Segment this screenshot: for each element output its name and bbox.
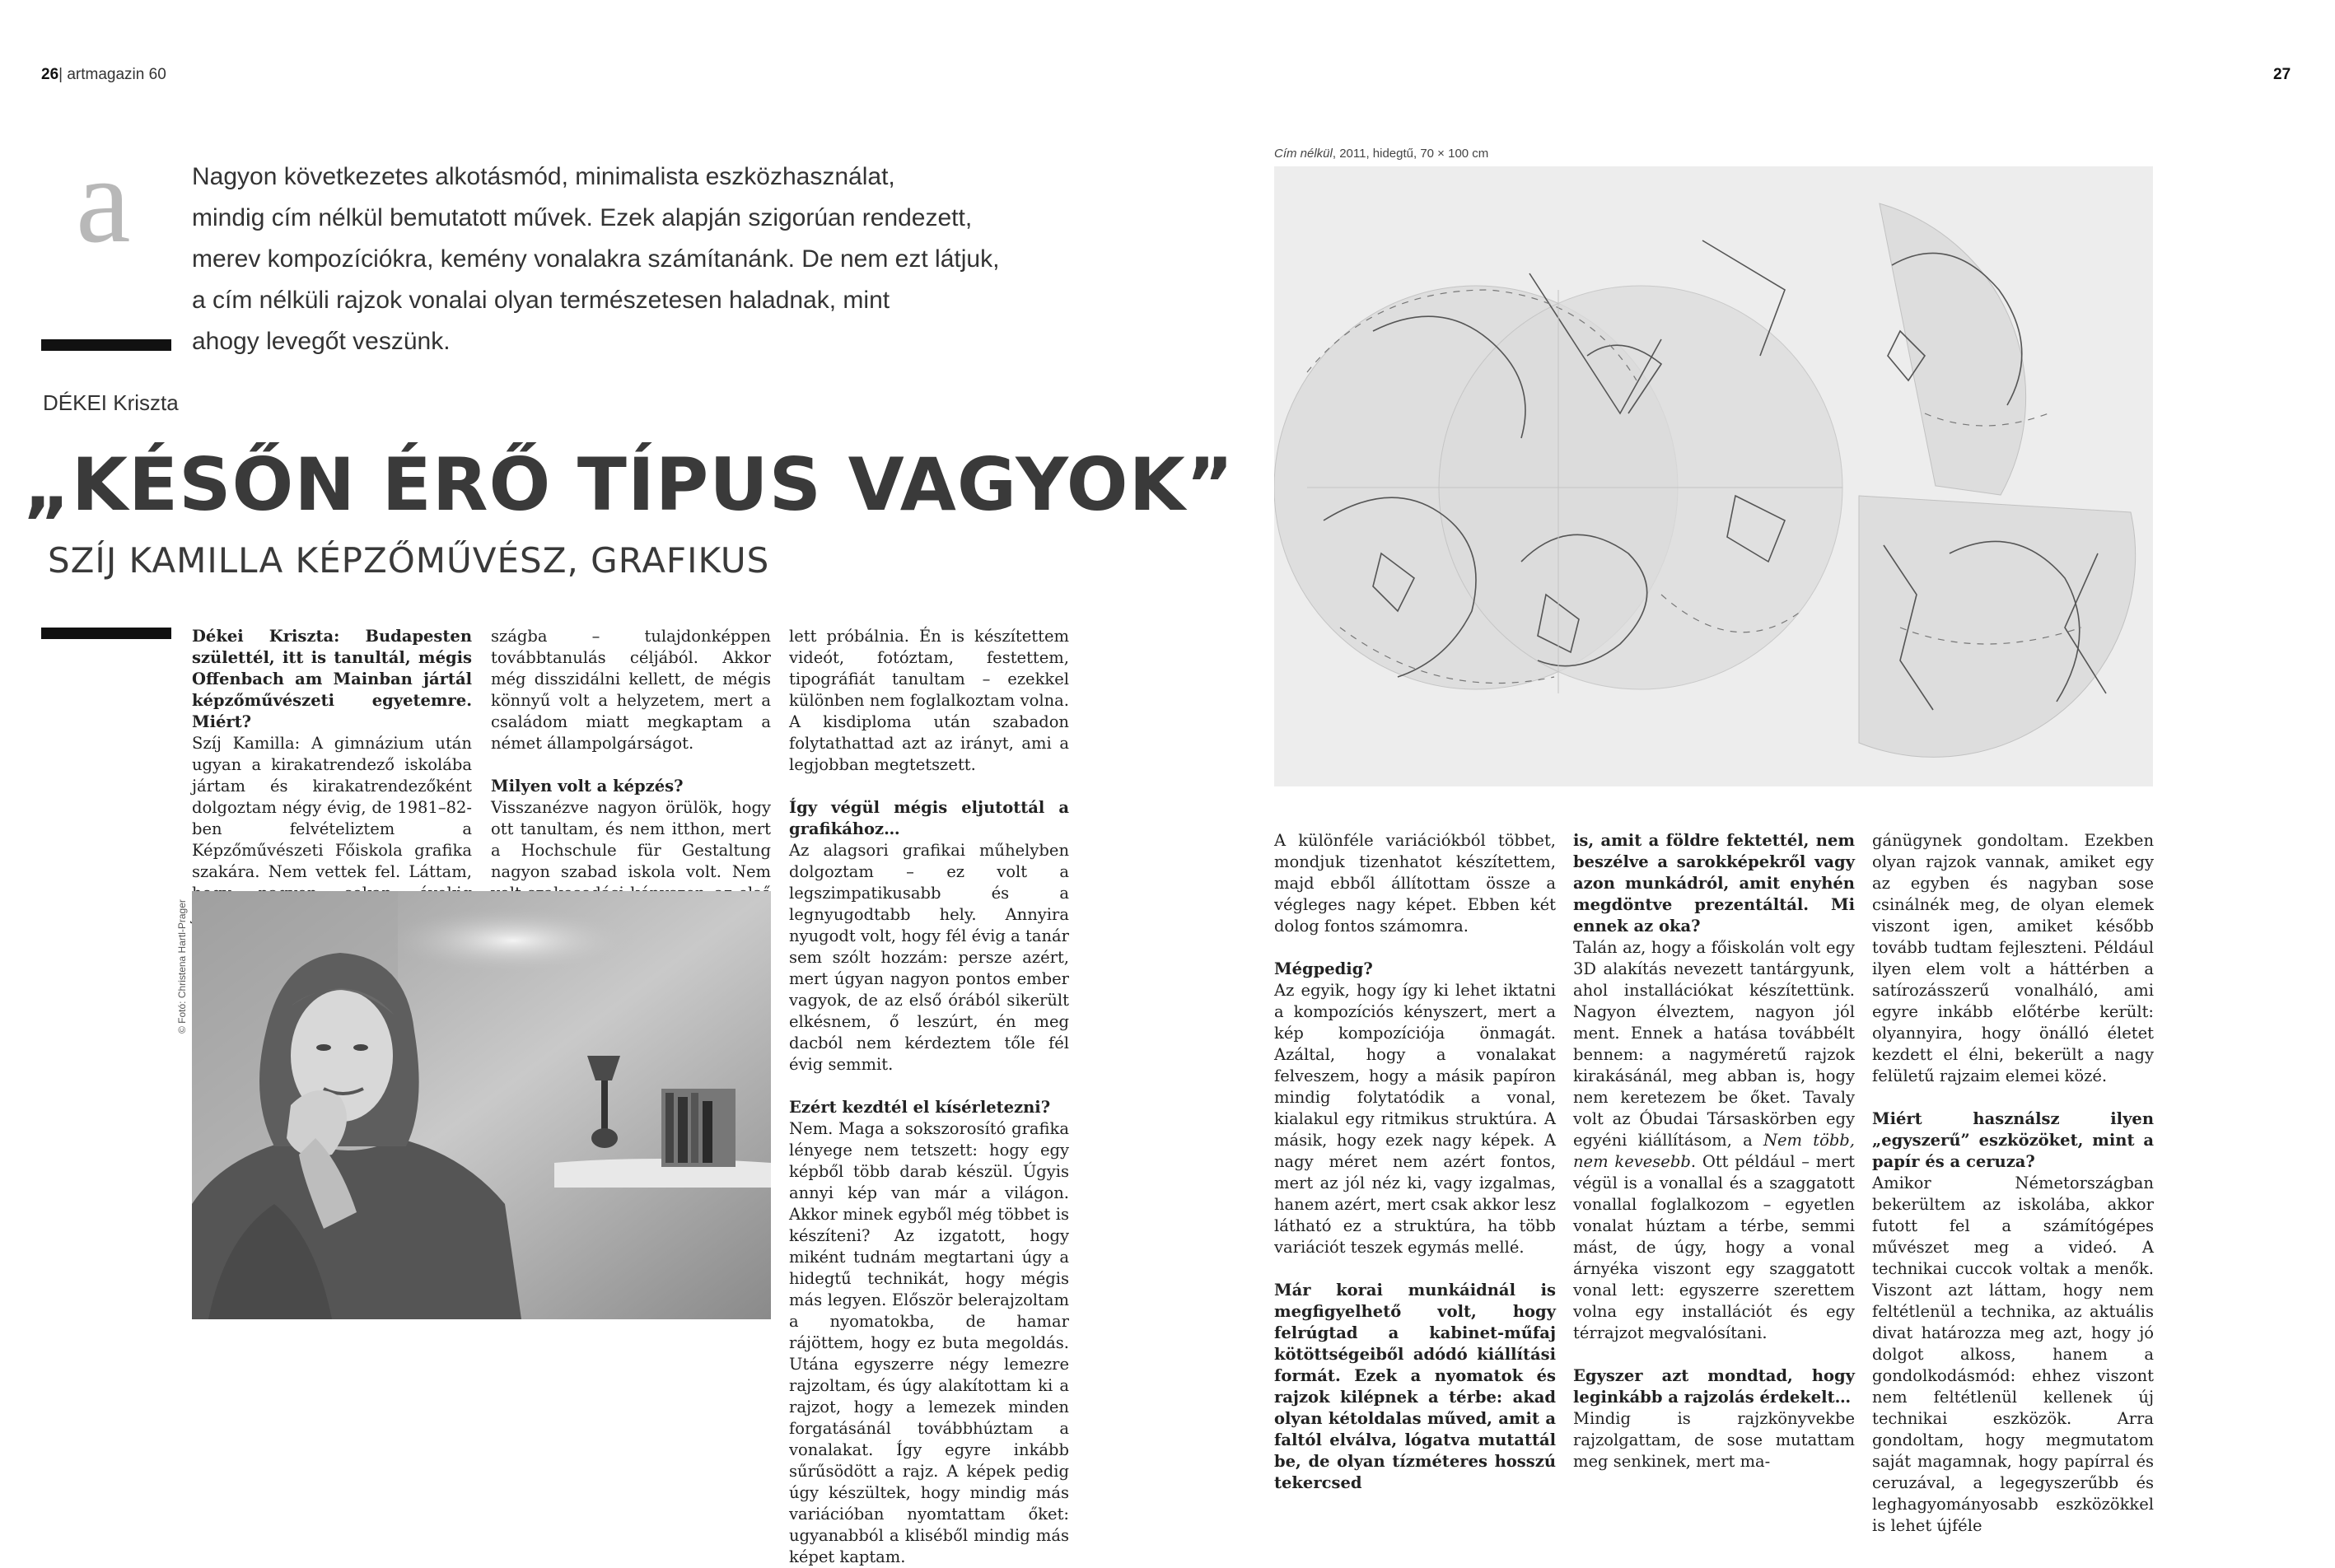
text-column-3	[789, 626, 1069, 1568]
author-name: DÉKEI Kriszta	[43, 390, 179, 415]
interview-answer: Szíj Kamilla: A gimnázium után ugyan a kirakatrendező iskolába jártam és kirakatrendezőként dolgoztam négy évig, de 1981–82-ben felvételiztem a Képzőművészeti Főiskola grafika szakára. Nem vettek fel. Láttam,	[192, 734, 472, 881]
interview-question: Ezért kezdtél el kísérletezni?	[789, 1098, 1051, 1117]
lead-line: merev kompozíciókra, kemény vonalakra számítanánk. De nem ezt látjuk,	[192, 245, 1000, 273]
exhibition-title: Nem több, nem kevesebb	[1573, 1131, 1855, 1171]
interview-answer: A különféle variációkból többet, mondjuk tizenhatot készítettem, majd ebből állítottam össze a végleges nagy képet. Ebben két dolog fontos számomra.	[1274, 831, 1556, 936]
text-column-4	[1274, 830, 1556, 1494]
artwork-drawing	[1274, 166, 2153, 786]
subheadline: SZÍJ KAMILLA KÉPZŐMŰVÉSZ, GRAFIKUS	[48, 540, 770, 581]
lead-line: mindig cím nélkül bemutatott művek. Ezek alapján szigorúan rendezett,	[192, 204, 973, 231]
interview-question: Milyen volt a képzés?	[491, 777, 684, 796]
answer-text: Talán az, hogy a főiskolán volt egy 3D alakítás nevezett tantárgyunk, ahol installációkat készítettünk. Nagyon élveztem, nagyon jól ment. Ennek a hatása továbbélt bennem: a nagyméretű rajzok kirakásánál, meg abban is, hogy nem keretezem be őket. Tavaly volt az Óbudai Társaskörben egy egyéni kiállításom, a	[1573, 938, 1855, 1150]
lead-line: ahogy levegőt veszünk.	[192, 328, 451, 355]
artwork-caption	[1274, 147, 1488, 161]
interview-answer: Mindig is rajzkönyvekbe rajzolgattam, de sose mutattam meg senkinek, mert ma-	[1573, 1409, 1855, 1471]
interview-question: Egyszer azt mondtad, hogy leginkább a rajzolás érdekelt…	[1573, 1366, 1855, 1407]
lead-line: a cím nélküli rajzok vonalai olyan természetesen haladnak, mint	[192, 287, 890, 314]
interview-answer: lett próbálnia. Én is készítettem videót, fotóztam, festettem, tipográfiát tanultam – ezekkel különben nem foglalkoztam volna. A kisdiploma után szabadon folytathattad azt az irányt, ami a legjobban megtetszett.	[789, 627, 1069, 774]
right-folio	[2273, 66, 2291, 84]
artwork-title: Cím nélkül	[1274, 147, 1333, 161]
text-column-6	[1872, 830, 2154, 1537]
interview-question: Így végül mégis eljutottál a grafikához…	[789, 798, 1069, 838]
text-column-5	[1573, 830, 1855, 1472]
portrait-photo-image	[192, 891, 771, 1319]
interview-question: Dékei Kriszta: Budapesten születtél, itt is tanultál, mégis Offenbach am Mainban jártál képzőművészeti egyetemre. Miért?	[192, 627, 472, 731]
lead-line: Nagyon következetes alkotásmód, minimalista eszközhasználat,	[192, 163, 895, 190]
interview-answer: Az alagsori grafikai műhelyben dolgoztam – ez volt a legszimpatikusabb és a legnyugodtabb hely. Annyira nyugodt volt, hogy fél évig a tanár sem szólt hozzám: persze azért, mert úgyan nagyon pontos ember vagyok, de az első órából sikerült elkésnem, ő leszúrt, én meg dacból nem kérdeztem tőle fél évig semmit.	[789, 841, 1069, 1074]
lead-divider-bar	[41, 339, 171, 351]
interview-question: Miért használsz ilyen „egyszerű” eszközöket, mint a papír és a ceruza?	[1872, 1109, 2154, 1171]
interview-question: Már korai munkáidnál is megfigyelhető volt, hogy felrúgtad a kabinet-műfaj kötöttségeiből adódó kiállítási formát. Ezek a nyomatok és rajzok kilépnek a térbe: akad olyan kétoldalas műved, amit a faltól elválva, lógatva mutattál be, de olyan tízméteres hosszú tekercsed	[1274, 1281, 1556, 1492]
interview-answer: gánügynek gondoltam. Ezekben olyan rajzok vannak, amiket egy az egyben és nagyban sose csinálnék meg, de olyan elemek viszont igen, amiket később tovább tudtam fejleszteni. Például ilyen elem volt a háttérben a satírozásszerű vonalháló, ami egyre inkább előtérbe került: olyannyira, hogy önálló életet kezdett el élni, bekerült a nagy felületű rajzaim elemei közé.	[1872, 831, 2154, 1085]
drop-cap: a	[76, 132, 131, 268]
portrait-photo	[192, 891, 771, 1319]
interview-answer	[1573, 937, 1855, 1344]
interview-answer: szágba – tulajdonképpen továbbtanulás céljából. Akkor még disszidálni kellett, de mégis könnyű volt a helyzetem, mert a családom miatt megkaptam a német állampolgárságot.	[491, 627, 771, 753]
left-folio	[41, 66, 166, 84]
interview-question: Mégpedig?	[1274, 959, 1373, 978]
interview-answer: Visszanézve nagyon örülök, hogy ott tanultam, és nem itthon, mert a Hochschule für Gestaltung nagyon szabad iskola volt. Nem	[491, 798, 771, 881]
magazine-name: | artmagazin 60	[58, 66, 166, 83]
right-page-number: 27	[2273, 66, 2291, 83]
lead-paragraph	[192, 156, 1000, 362]
interview-answer: Nem. Maga a sokszorosító grafika lényege nem tetszett: hogy egy képből több darab készül. Úgyis annyi kép van már a világon. Akkor minek egyből még többet is készíteni? Az izgatott, hogy miként tudnám megtartani úgy a hidegtű technikát, hogy mégis más legyen. Először belerajzoltam a nyomatokba, de hamar rájöttem, hogy ez buta megoldás. Utána egyszerre négy lemezre rajzoltam, és úgy alakítottam ki a rajzot, hogy a lemezek minden forgatásánál továbbhúztam a vonalakat. Így egyre inkább sűrűsödött a rajz. A képek pedig úgy készültek, hogy mindig más variációban nyomtattam őket: ugyanabból a kliséből mindig más képet kaptam.	[789, 1119, 1069, 1566]
body-divider-bar	[41, 628, 171, 639]
interview-answer: Amikor Németországban bekerültem az iskolába, akkor futott fel a számítógépes művészet meg a videó. A technikai cuccok voltak a menők. Viszont azt láttam, hogy nem feltétlenül a technika, az aktuális divat határozza meg azt, hogy jó dolgot alkoss, hanem a gondolkodásmód: ehhez viszont nem feltétlenül kellenek új technikai eszközök. Arra gondoltam, hogy megmutatom saját magamnak, hogy papírral és ceruzával, a legegyszerűbb és leghagyományosabb eszközökkel is lehet újféle	[1872, 1174, 2154, 1535]
answer-text: . Ott például – mert végül is a vonallal és a szaggatott vonallal foglalkozom – egyetlen vonalat húztam a térbe, semmi mást, de úgy, hogy a vonal árnyéka viszont egy szaggatott vonal lett: egyszerre szerettem volna egy installációt és egy térrajzot megvalósítani.	[1573, 1152, 1855, 1342]
interview-answer: Az egyik, hogy így ki lehet iktatni a kompozíciós kényszert, mert a kép kompozíciója önmagát. Azáltal, hogy a vonalakat felveszem, hogy a másik papíron mindig folytatódik a vonal, kialakul egy ritmikus struktúra. A másik, hogy ezek nagy képek. A nagy méret nem azért fontos, mert az jól néz ki, vagy izgalmas, hanem azért, mert csak akkor lesz látható ez a struktúra, ha több variációt teszek egymás mellé.	[1274, 981, 1556, 1257]
headline: „KÉSŐN ÉRŐ TÍPUS VAGYOK”	[23, 442, 1235, 527]
interview-question: is, amit a földre fektettél, nem beszélve a sarokképekről vagy azon munkádról, amit enyhén megdöntve prezentáltál. Mi ennek az oka?	[1573, 831, 1855, 936]
artwork-details: , 2011, hidegtű, 70 × 100 cm	[1332, 147, 1489, 161]
left-page-number: 26	[41, 66, 59, 83]
artwork-image	[1274, 166, 2153, 786]
photo-credit: © Fotó: Christena Hartl-Prager	[176, 899, 188, 1034]
